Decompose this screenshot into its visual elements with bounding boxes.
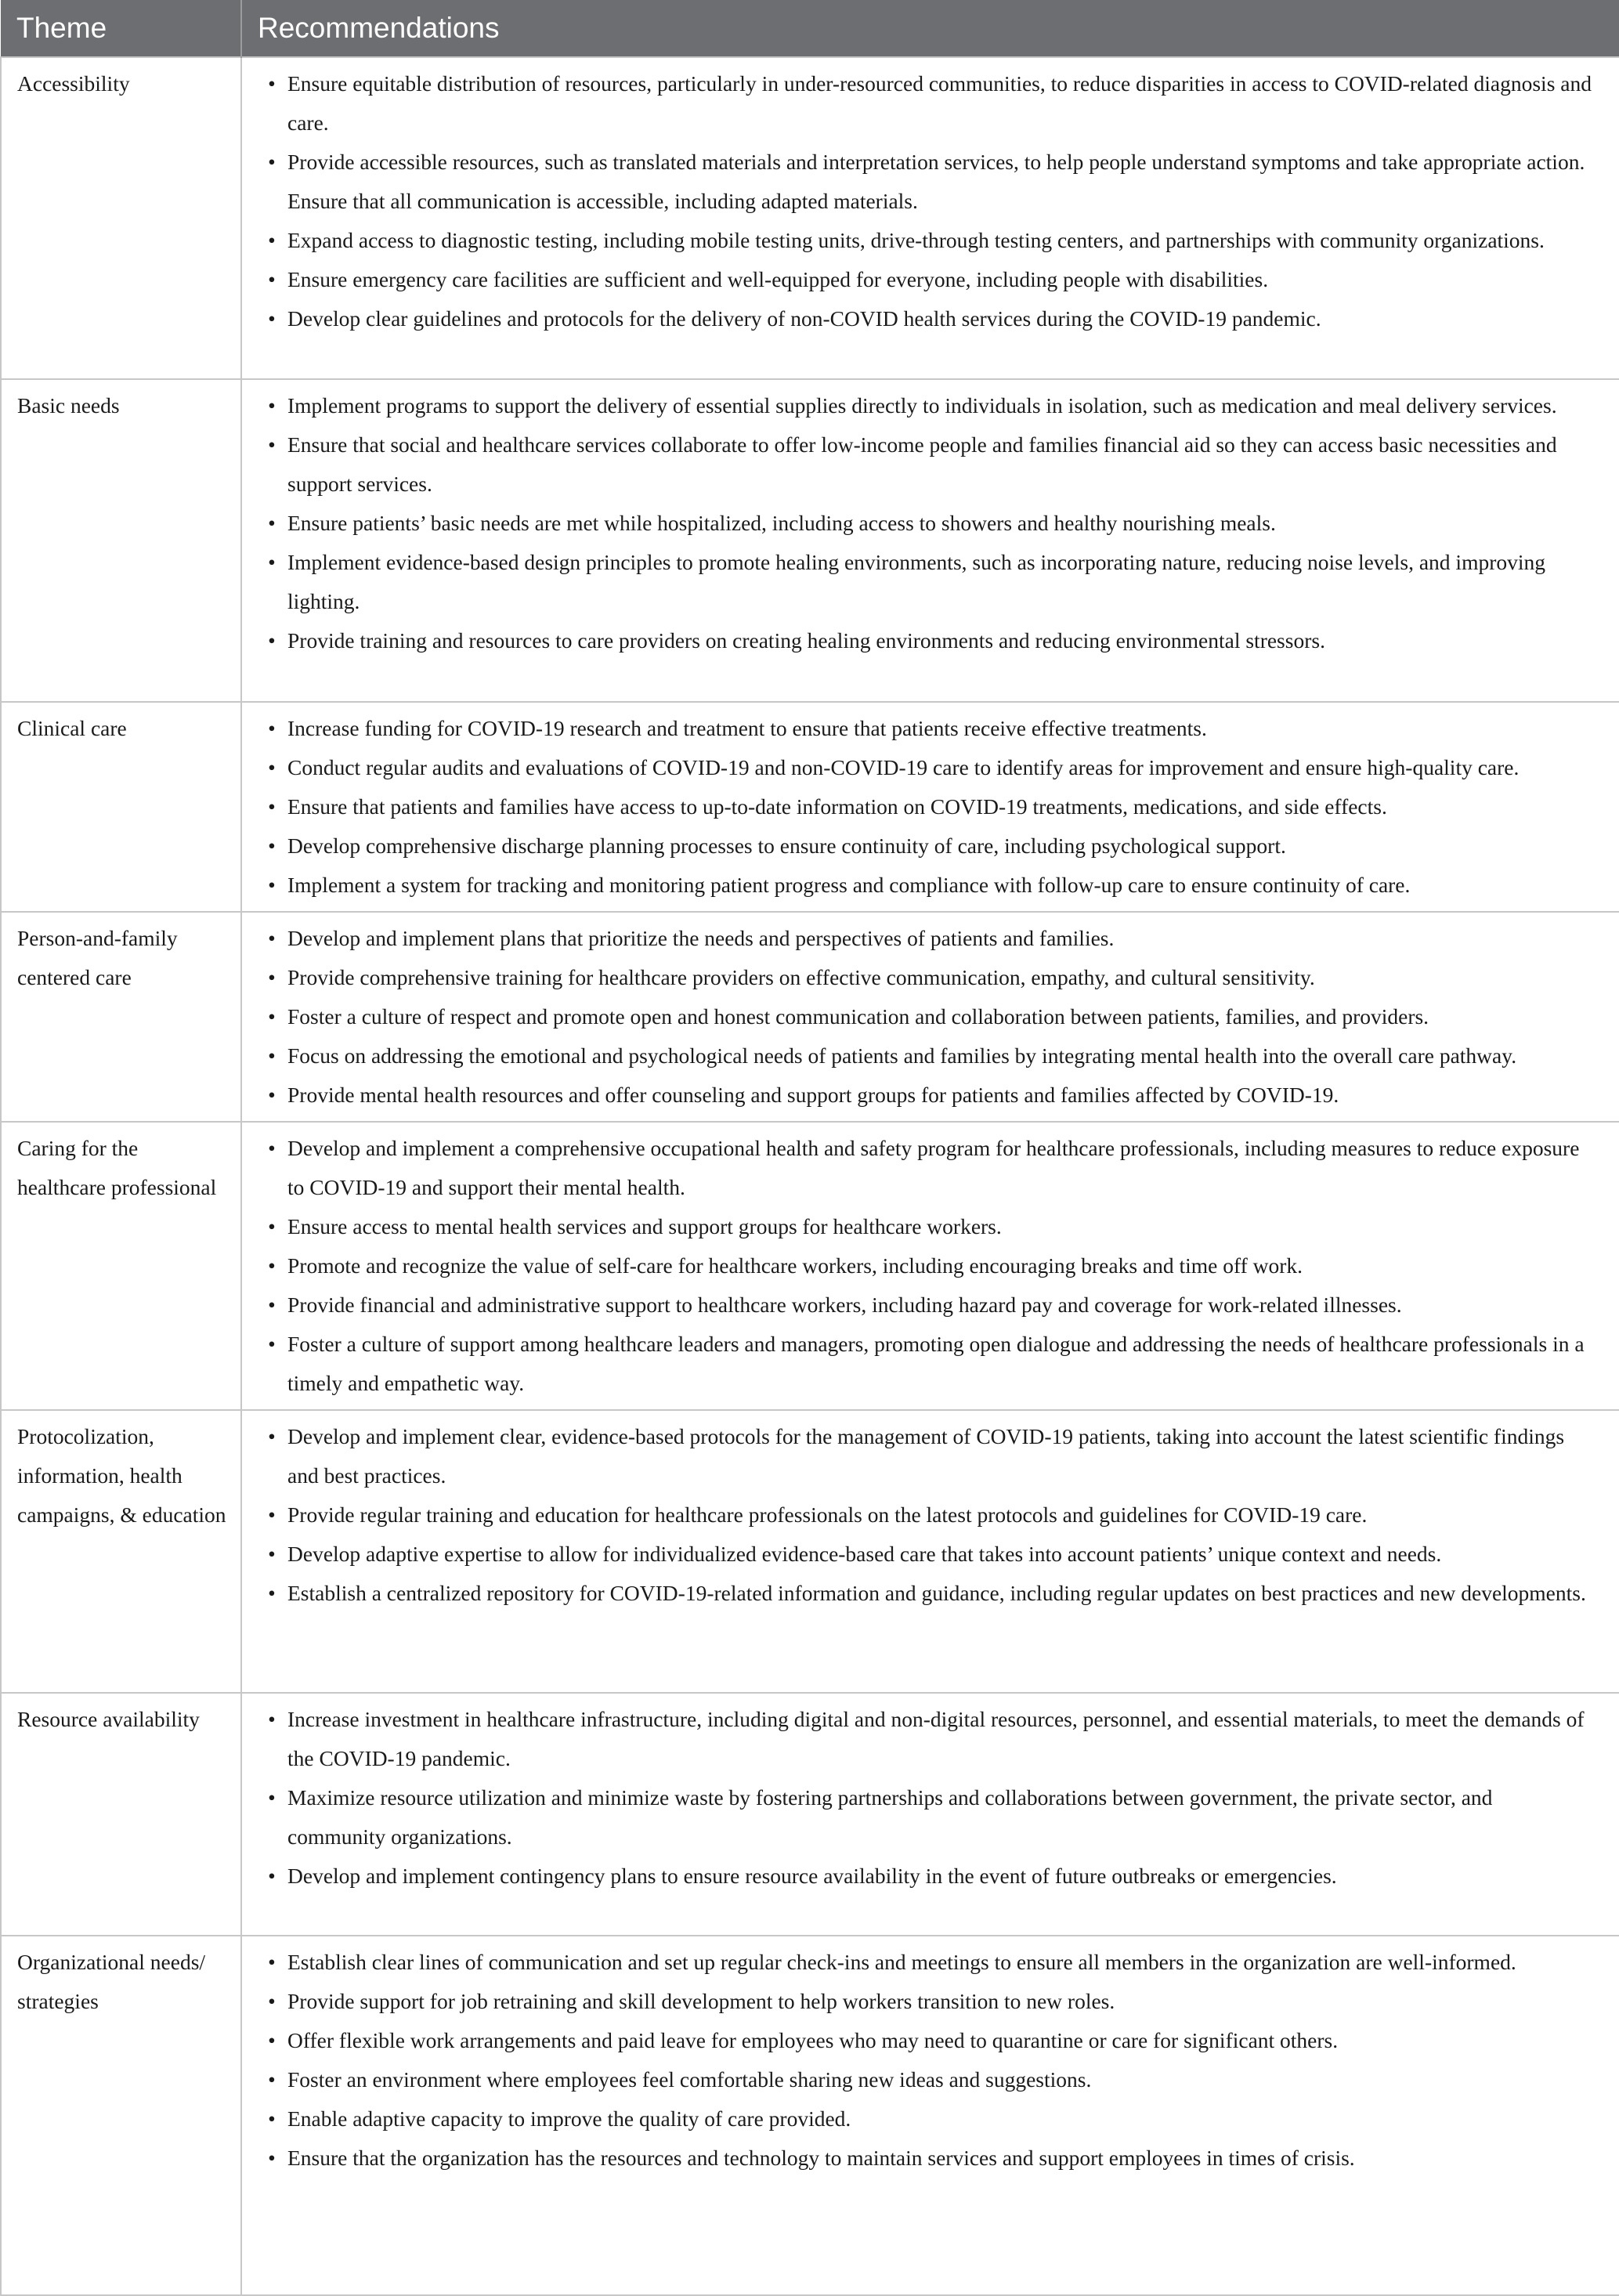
recommendation-item (268, 1325, 1596, 1403)
recommendation-item (268, 1246, 1596, 1285)
recommendation-list (258, 1700, 1596, 1896)
recommendation-list (258, 709, 1596, 905)
recommendation-text: Ensure that the organization has the resources and technology to maintain services and support employees in times of crisis. (287, 2146, 1355, 2170)
table-row (1, 1693, 1619, 1936)
bullet-icon: • (268, 1785, 276, 1810)
recommendation-text: Provide support for job retraining and skill development to help workers transition to new roles. (287, 1989, 1115, 2013)
recommendation-text: Provide comprehensive training for healthcare providers on effective communication, empathy, and cultural sensitivity. (287, 965, 1315, 989)
bullet-icon: • (268, 2028, 276, 2052)
recommendation-item (268, 1207, 1596, 1246)
bullet-icon: • (268, 1950, 276, 1974)
theme-cell: Protocolization, information, health campaigns, & education (1, 1410, 241, 1693)
header-recommendations: Recommendations (241, 0, 1619, 57)
recommendation-text: Implement a system for tracking and monitoring patient progress and compliance with follow-up care to ensure continuity of care. (287, 873, 1411, 897)
recommendation-item (268, 221, 1596, 260)
bullet-icon: • (268, 306, 276, 331)
recommendation-text: Provide training and resources to care providers on creating healing environments and reducing environmental stressors. (287, 628, 1325, 653)
recommendation-text: Offer flexible work arrangements and paid leave for employees who may need to quarantine or care for significant others. (287, 2028, 1339, 2052)
recommendation-text: Develop adaptive expertise to allow for individualized evidence-based care that takes into account patients’ unique context and needs. (287, 1542, 1442, 1566)
recommendation-item (268, 997, 1596, 1036)
recommendation-item (268, 64, 1596, 143)
recommendation-item (268, 621, 1596, 660)
theme-cell: Organizational needs/ strategies (1, 1936, 241, 2295)
recommendations-cell (241, 912, 1619, 1122)
recommendation-item (268, 425, 1596, 504)
bullet-icon: • (268, 71, 276, 96)
recommendation-text: Provide financial and administrative support to healthcare workers, including hazard pay and coverage for work-related illnesses. (287, 1293, 1402, 1317)
recommendation-list (258, 64, 1596, 338)
recommendation-text: Maximize resource utilization and minimize waste by fostering partnerships and collaborations between government, the private sector, and community organizations. (287, 1785, 1493, 1849)
table-row (1, 702, 1619, 912)
recommendation-text: Ensure that social and healthcare services collaborate to offer low-income people and families financial aid so they can access basic necessities and support services. (287, 432, 1557, 496)
recommendation-item (268, 1285, 1596, 1325)
header-theme: Theme (1, 0, 241, 57)
recommendation-text: Establish a centralized repository for COVID-19-related information and guidance, including regular updates on best practices and new developments. (287, 1581, 1586, 1605)
recommendations-cell (241, 1122, 1619, 1410)
recommendation-item (268, 504, 1596, 543)
recommendation-text: Develop and implement a comprehensive occupational health and safety program for healthcare professionals, including measures to reduce exposure to COVID-19 and support their mental health. (287, 1136, 1580, 1199)
bullet-icon: • (268, 1004, 276, 1029)
recommendation-item (268, 1535, 1596, 1574)
recommendation-item (268, 2139, 1596, 2178)
recommendation-item (268, 2060, 1596, 2099)
bullet-icon: • (268, 965, 276, 989)
bullet-icon: • (268, 2067, 276, 2092)
recommendation-item (268, 1129, 1596, 1207)
recommendation-item (268, 958, 1596, 997)
recommendation-list (258, 1943, 1596, 2178)
header-row (1, 0, 1619, 57)
recommendation-text: Develop and implement clear, evidence-based protocols for the management of COVID-19 patients, taking into account the latest scientific findings and best practices. (287, 1424, 1565, 1488)
recommendation-text: Ensure equitable distribution of resources, particularly in under-resourced communities, to reduce disparities in access to COVID-related diagnosis and care. (287, 71, 1592, 135)
bullet-icon: • (268, 628, 276, 653)
recommendations-cell (241, 379, 1619, 702)
bullet-icon: • (268, 926, 276, 950)
recommendation-item (268, 260, 1596, 299)
recommendation-list (258, 919, 1596, 1115)
theme-cell: Basic needs (1, 379, 241, 702)
bullet-icon: • (268, 1424, 276, 1448)
recommendation-text: Develop and implement contingency plans to ensure resource availability in the event of future outbreaks or emergencies. (287, 1864, 1337, 1888)
recommendation-item (268, 1417, 1596, 1495)
recommendation-text: Provide accessible resources, such as translated materials and interpretation services, to help people understand symptoms and take appropriate action. Ensure that all communication is accessible, including adapted materials. (287, 150, 1585, 213)
bullet-icon: • (268, 1542, 276, 1566)
recommendation-item (268, 1700, 1596, 1778)
bullet-icon: • (268, 393, 276, 418)
theme-cell: Accessibility (1, 57, 241, 379)
recommendation-item (268, 1036, 1596, 1076)
table-row (1, 379, 1619, 702)
table-body (1, 57, 1619, 2295)
bullet-icon: • (268, 716, 276, 740)
bullet-icon: • (268, 1136, 276, 1160)
recommendation-text: Increase investment in healthcare infrastructure, including digital and non-digital resources, personnel, and essential materials, to meet the demands of the COVID-19 pandemic. (287, 1707, 1585, 1770)
recommendation-list (258, 386, 1596, 660)
bullet-icon: • (268, 794, 276, 819)
recommendations-cell (241, 1410, 1619, 1693)
recommendation-text: Provide mental health resources and offer counseling and support groups for patients and families affected by COVID-19. (287, 1083, 1339, 1107)
recommendation-text: Expand access to diagnostic testing, including mobile testing units, drive-through testing centers, and partnerships with community organizations. (287, 228, 1545, 252)
bullet-icon: • (268, 1083, 276, 1107)
recommendation-item (268, 386, 1596, 425)
recommendation-item (268, 866, 1596, 905)
bullet-icon: • (268, 1989, 276, 2013)
recommendation-item (268, 543, 1596, 621)
recommendation-list (258, 1417, 1596, 1613)
recommendations-cell (241, 57, 1619, 379)
theme-cell: Resource availability (1, 1693, 241, 1936)
bullet-icon: • (268, 1502, 276, 1527)
bullet-icon: • (268, 1253, 276, 1278)
recommendation-item (268, 1495, 1596, 1535)
recommendation-item (268, 787, 1596, 826)
recommendation-text: Foster an environment where employees feel comfortable sharing new ideas and suggestions. (287, 2067, 1092, 2092)
table-row (1, 1936, 1619, 2295)
recommendation-text: Foster a culture of respect and promote open and honest communication and collaboration between patients, families, and providers. (287, 1004, 1429, 1029)
table-row (1, 1410, 1619, 1693)
recommendation-text: Promote and recognize the value of self-care for healthcare workers, including encouraging breaks and time off work. (287, 1253, 1303, 1278)
bullet-icon: • (268, 1864, 276, 1888)
recommendation-item (268, 1943, 1596, 1982)
recommendation-text: Ensure patients’ basic needs are met while hospitalized, including access to showers and healthy nourishing meals. (287, 511, 1276, 535)
table-row (1, 912, 1619, 1122)
recommendation-text: Ensure that patients and families have access to up-to-date information on COVID-19 treatments, medications, and side effects. (287, 794, 1387, 819)
bullet-icon: • (268, 1332, 276, 1356)
recommendation-text: Provide regular training and education for healthcare professionals on the latest protocols and guidelines for COVID-19 care. (287, 1502, 1368, 1527)
recommendation-item (268, 826, 1596, 866)
recommendation-item (268, 748, 1596, 787)
recommendation-item (268, 1778, 1596, 1857)
recommendation-item (268, 919, 1596, 958)
recommendation-item (268, 1076, 1596, 1115)
bullet-icon: • (268, 1707, 276, 1731)
recommendation-item (268, 709, 1596, 748)
recommendation-text: Develop and implement plans that prioritize the needs and perspectives of patients and families. (287, 926, 1115, 950)
bullet-icon: • (268, 432, 276, 457)
table-row (1, 57, 1619, 379)
recommendation-text: Increase funding for COVID-19 research and treatment to ensure that patients receive effective treatments. (287, 716, 1207, 740)
recommendation-text: Develop comprehensive discharge planning processes to ensure continuity of care, including psychological support. (287, 833, 1286, 858)
bullet-icon: • (268, 2106, 276, 2131)
bullet-icon: • (268, 833, 276, 858)
bullet-icon: • (268, 2146, 276, 2170)
recommendation-text: Ensure access to mental health services and support groups for healthcare workers. (287, 1214, 1002, 1238)
bullet-icon: • (268, 511, 276, 535)
recommendation-text: Ensure emergency care facilities are sufficient and well-equipped for everyone, including people with disabilities. (287, 267, 1269, 291)
recommendation-text: Implement evidence-based design principles to promote healing environments, such as incorporating nature, reducing noise levels, and improving lighting. (287, 550, 1546, 613)
recommendation-text: Develop clear guidelines and protocols for the delivery of non-COVID health services during the COVID-19 pandemic. (287, 306, 1321, 331)
recommendation-item (268, 1574, 1596, 1613)
theme-cell: Person-and-family centered care (1, 912, 241, 1122)
recommendation-text: Conduct regular audits and evaluations of COVID-19 and non-COVID-19 care to identify areas for improvement and ensure high-quality care. (287, 755, 1520, 779)
table-header (1, 0, 1619, 57)
recommendations-cell (241, 1936, 1619, 2295)
bullet-icon: • (268, 1293, 276, 1317)
bullet-icon: • (268, 267, 276, 291)
bullet-icon: • (268, 1214, 276, 1238)
recommendations-cell (241, 1693, 1619, 1936)
table-row (1, 1122, 1619, 1410)
theme-cell: Clinical care (1, 702, 241, 912)
recommendation-item (268, 2021, 1596, 2060)
recommendation-item (268, 2099, 1596, 2139)
bullet-icon: • (268, 550, 276, 574)
recommendations-cell (241, 702, 1619, 912)
recommendation-text: Implement programs to support the delivery of essential supplies directly to individuals in isolation, such as medication and meal delivery services. (287, 393, 1557, 418)
recommendation-text: Enable adaptive capacity to improve the quality of care provided. (287, 2106, 851, 2131)
bullet-icon: • (268, 1043, 276, 1068)
bullet-icon: • (268, 873, 276, 897)
recommendation-item (268, 1857, 1596, 1896)
bullet-icon: • (268, 228, 276, 252)
recommendation-text: Focus on addressing the emotional and psychological needs of patients and families by integrating mental health into the overall care pathway. (287, 1043, 1517, 1068)
recommendation-text: Foster a culture of support among healthcare leaders and managers, promoting open dialogue and addressing the needs of healthcare professionals in a timely and empathetic way. (287, 1332, 1585, 1395)
bullet-icon: • (268, 755, 276, 779)
bullet-icon: • (268, 1581, 276, 1605)
recommendation-item (268, 1982, 1596, 2021)
recommendation-item (268, 143, 1596, 221)
recommendation-text: Establish clear lines of communication and set up regular check-ins and meetings to ensure all members in the organization are well-informed. (287, 1950, 1516, 1974)
recommendation-list (258, 1129, 1596, 1403)
bullet-icon: • (268, 150, 276, 174)
recommendation-item (268, 299, 1596, 338)
theme-cell: Caring for the healthcare professional (1, 1122, 241, 1410)
